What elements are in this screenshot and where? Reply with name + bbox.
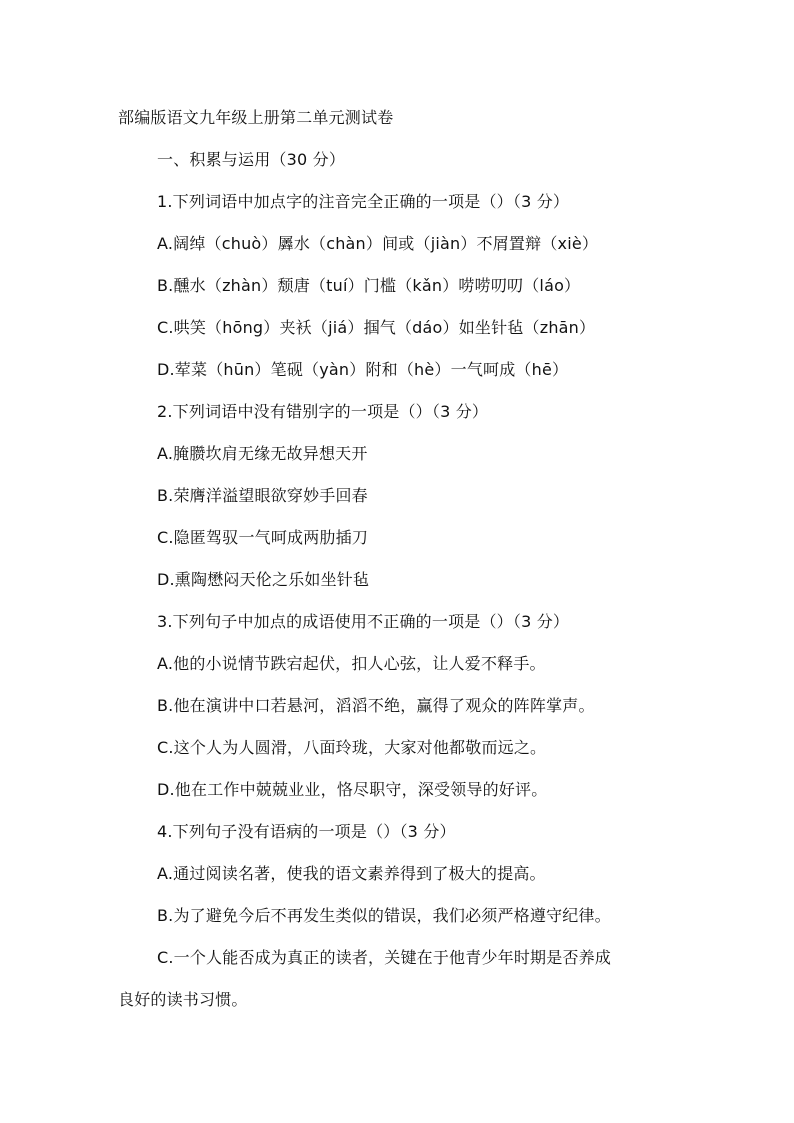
question-1-option-b: B.醺水（zhàn）颓唐（tuí）门槛（kǎn）唠唠叨叨（láo） bbox=[157, 276, 581, 295]
question-4-option-a: A.通过阅读名著，使我的语文素养得到了极大的提高。 bbox=[157, 864, 546, 883]
question-1-stem: 1.下列词语中加点字的注音完全正确的一项是（）（3 分） bbox=[157, 192, 570, 211]
question-3-option-a: A.他的小说情节跌宕起伏，扣人心弦，让人爱不释手。 bbox=[157, 654, 546, 673]
question-2-option-a: A.腌臜坎肩无缘无故异想天开 bbox=[157, 444, 368, 463]
question-4-stem: 4.下列句子没有语病的一项是（）（3 分） bbox=[157, 822, 456, 841]
question-2-option-c: C.隐匿驾驭一气呵成两肋插刀 bbox=[157, 528, 369, 547]
question-3-option-c: C.这个人为人圆滑，八面玲珑，大家对他都敬而远之。 bbox=[157, 738, 547, 757]
question-4-option-c-line1: C.一个人能否成为真正的读者，关键在于他青少年时期是否养成 bbox=[157, 948, 612, 967]
question-2-stem: 2.下列词语中没有错别字的一项是（）（3 分） bbox=[157, 402, 489, 421]
question-3-option-d: D.他在工作中兢兢业业，恪尽职守，深受领导的好评。 bbox=[157, 780, 548, 799]
question-3-stem: 3.下列句子中加点的成语使用不正确的一项是（）（3 分） bbox=[157, 612, 570, 631]
section-heading: 一、积累与运用（30 分） bbox=[157, 150, 346, 169]
question-1-option-c: C.哄笑（hōng）夹袄（jiá）掴气（dáo）如坐针毡（zhān） bbox=[157, 318, 596, 337]
question-2-option-b: B.荣膺洋溢望眼欲穿妙手回春 bbox=[157, 486, 368, 505]
question-2-option-d: D.熏陶懋闷天伦之乐如坐针毡 bbox=[157, 570, 370, 589]
question-4-option-c-line2: 良好的读书习惯。 bbox=[118, 990, 248, 1009]
question-1-option-a: A.阔绰（chuò）羼水（chàn）间或（jiàn）不屑置辩（xiè） bbox=[157, 234, 599, 253]
question-4-option-b: B.为了避免今后不再发生类似的错误，我们必须严格遵守纪律。 bbox=[157, 906, 611, 925]
question-1-option-d: D.荤菜（hūn）笔砚（yàn）附和（hè）一气呵成（hē） bbox=[157, 360, 569, 379]
question-3-option-b: B.他在演讲中口若悬河，滔滔不绝，赢得了观众的阵阵掌声。 bbox=[157, 696, 595, 715]
document-title: 部编版语文九年级上册第二单元测试卷 bbox=[118, 108, 394, 127]
